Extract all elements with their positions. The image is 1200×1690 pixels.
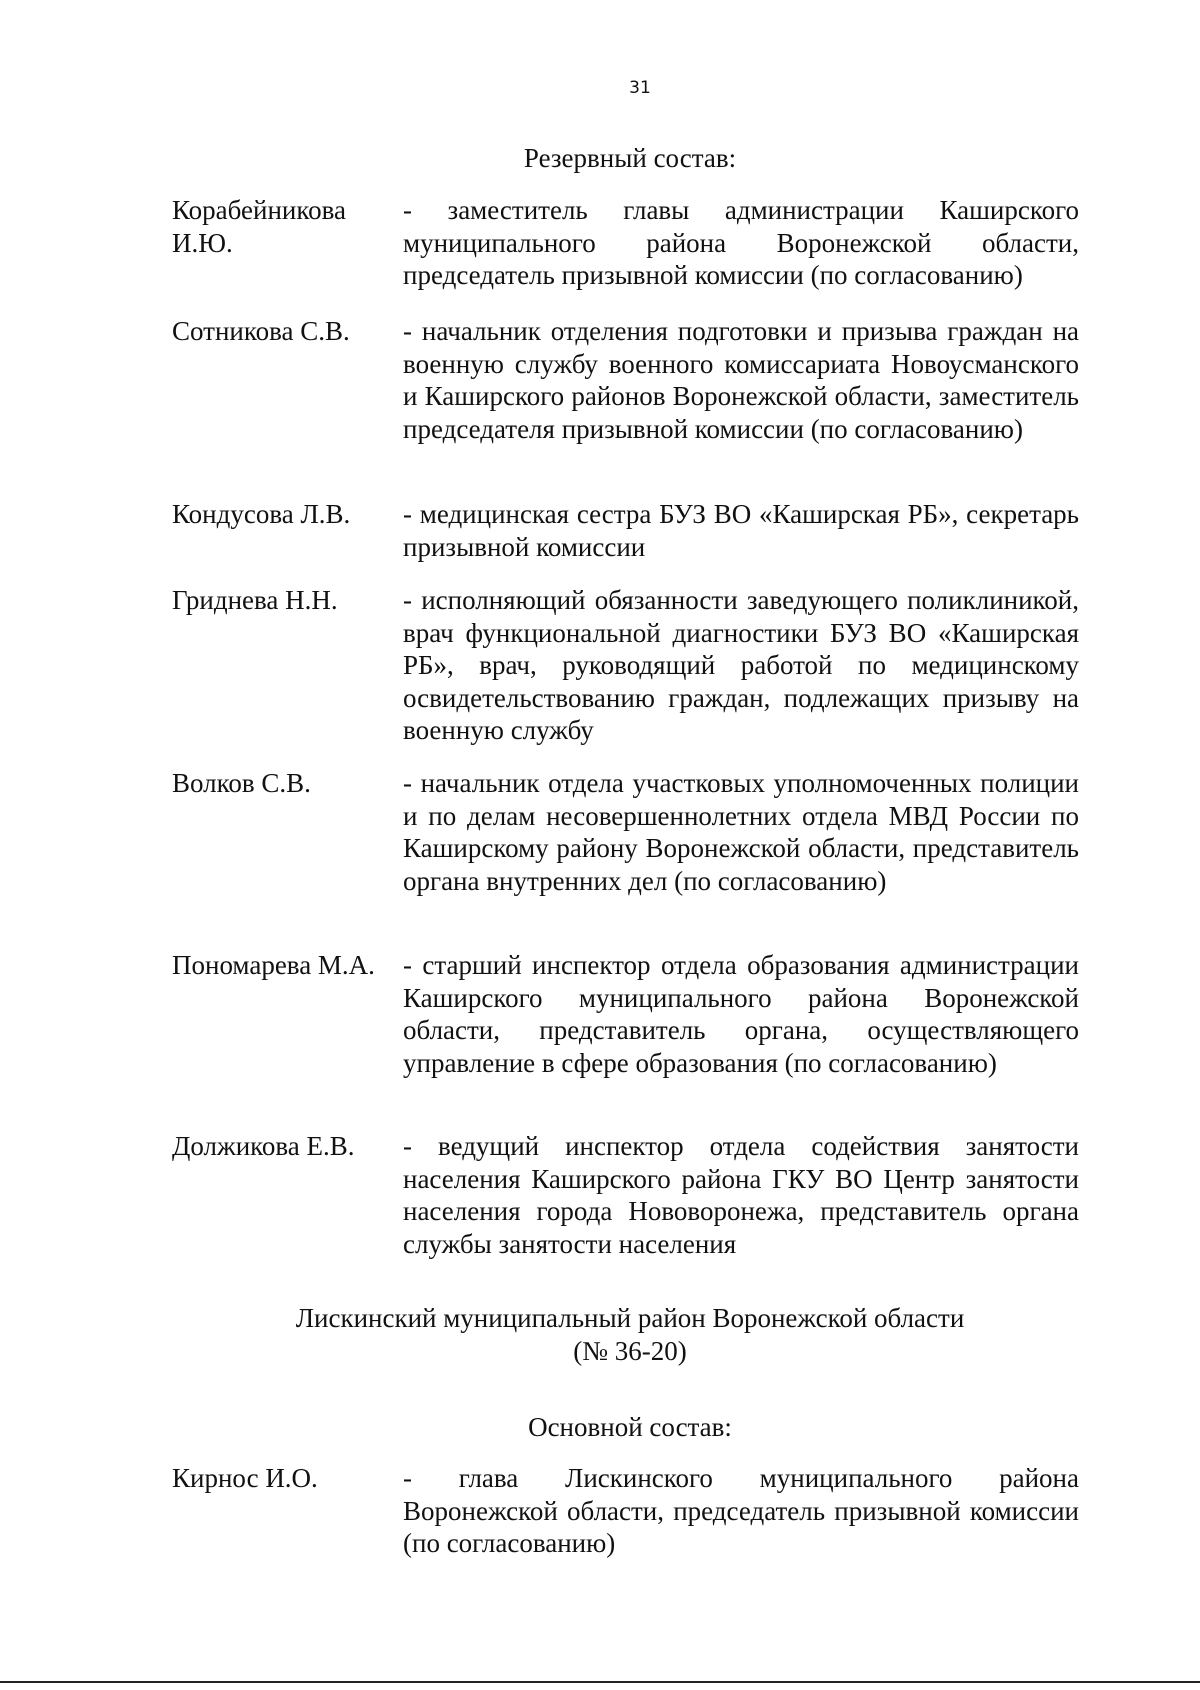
main-heading: Основной состав: (528, 1412, 732, 1442)
member-name: Кирнос И.О. (172, 1463, 318, 1493)
member-description: - медицинская сестра БУЗ ВО «Каширская РБ», секретарь призывной комиссии (403, 499, 1079, 562)
page-number: 31 (629, 78, 651, 98)
member-description: - заместитель главы администрации Каширского муниципального района Воронежской области, председатель призывной комиссии (по согласованию) (403, 195, 1079, 290)
member-description: - старший инспектор отдела образования администрации Каширского муниципального района Воронежской области, представитель органа, осуществляющего управление в сфере образования (по согласованию) (403, 950, 1079, 1078)
member-description: - начальник отделения подготовки и призыва граждан на военную службу военного комиссариата Новоусманского и Каширского районов Воронежской области, заместитель председателя призывной комиссии (по согласованию) (403, 316, 1079, 444)
member-name: Должикова Е.В. (172, 1131, 355, 1161)
member-name: Гриднева Н.Н. (172, 585, 338, 615)
member-name: Пономарева М.А. (172, 950, 375, 980)
member-description: - начальник отдела участковых уполномоченных полиции и по делам несовершеннолетних отдела МВД России по Каширскому району Воронежской области, представитель органа внутренних дел (по согласованию) (403, 768, 1079, 896)
member-name: Волков С.В. (172, 768, 311, 798)
page-bottom-rule (0, 1681, 1200, 1683)
member-name: Корабейникова И.Ю. (172, 195, 346, 258)
member-description: - ведущий инспектор отдела содействия занятости населения Каширского района ГКУ ВО Центр занятости населения города Нововоронежа, представитель органа службы занятости населения (403, 1131, 1079, 1259)
member-description: - глава Лискинского муниципального района Воронежской области, председатель призывной комиссии (по согласованию) (403, 1463, 1079, 1558)
member-name: Сотникова С.В. (172, 316, 350, 346)
district-title: Лискинский муниципальный район Воронежской области (295, 1303, 965, 1333)
district-number: (№ 36-20) (573, 1336, 687, 1366)
member-description: - исполняющий обязанности заведующего поликлиникой, врач функциональной диагностики БУЗ ВО «Каширская РБ», врач, руководящий работой по медицинскому освидетельствованию граждан, подлежащих призыву на военную службу (403, 585, 1079, 745)
member-name: Кондусова Л.В. (172, 499, 351, 529)
reserve-heading: Резервный состав: (523, 143, 737, 173)
